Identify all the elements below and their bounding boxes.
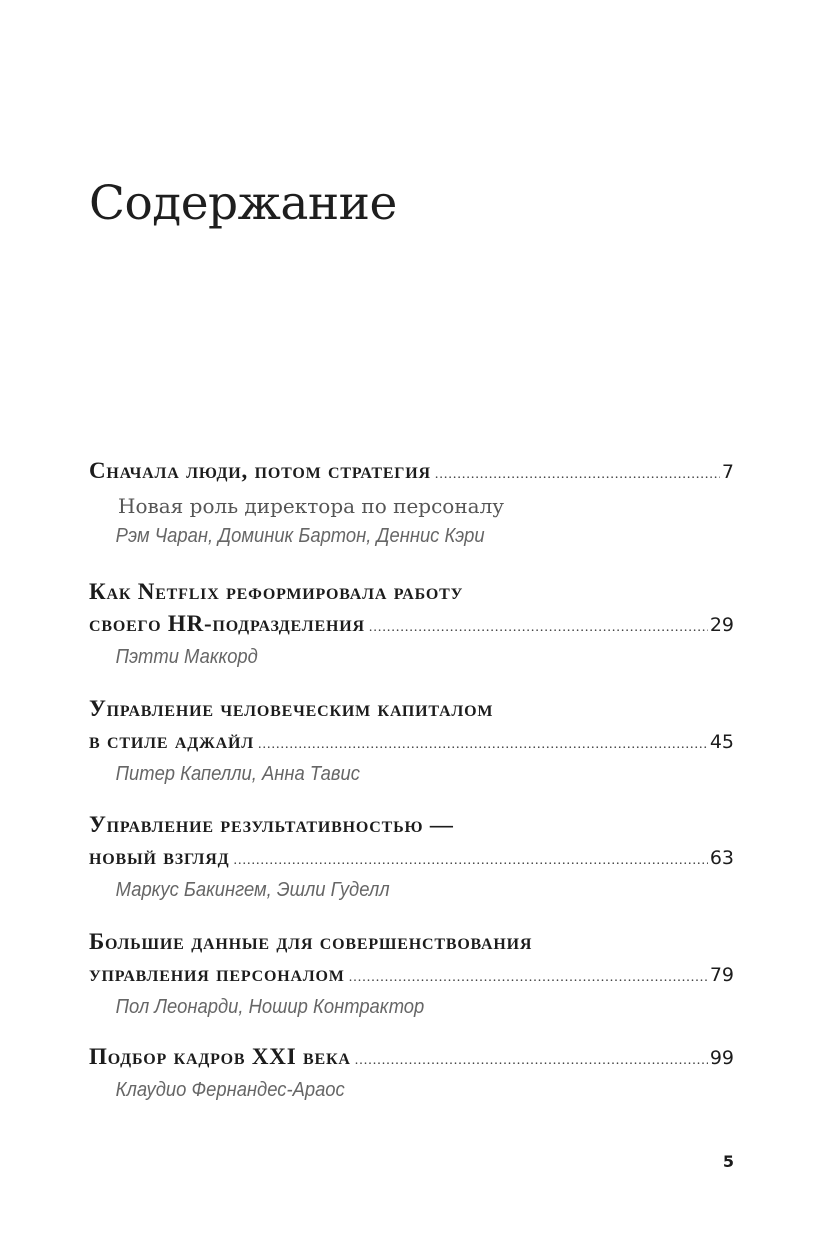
toc-entry-title-line	[89, 844, 734, 876]
page-title: Содержание	[89, 176, 397, 231]
toc-entry-authors: Маркус Бакингем, Эшли Гуделл	[115, 879, 390, 901]
toc-page-number: 7	[721, 461, 734, 483]
toc-page-number: 79	[709, 964, 734, 986]
page-number: 5	[722, 1152, 734, 1171]
toc-entry-title-line	[89, 458, 734, 490]
toc-entry-title: Как Netflix реформировала работу	[89, 579, 464, 604]
toc-entry-title: Подбор кадров XXI века	[89, 1044, 351, 1069]
dot-leader	[349, 970, 708, 986]
toc-entry-title-line	[89, 1044, 734, 1076]
dot-leader	[258, 737, 708, 753]
toc-entry-authors: Питер Капелли, Анна Тавис	[115, 763, 360, 785]
toc-page-number: 45	[709, 731, 734, 753]
toc-page-number: 29	[709, 614, 734, 636]
toc-page-number: 99	[709, 1047, 734, 1069]
toc-entry-title: Сначала люди, потом стратегия	[89, 458, 431, 483]
toc-entry-title: Управление результативностью —	[89, 812, 454, 837]
dot-leader	[233, 853, 707, 869]
toc-entry-title-line	[89, 728, 734, 760]
toc-entry-title: новый взгляд	[89, 844, 230, 869]
dot-leader	[355, 1053, 708, 1069]
toc-entry-authors: Рэм Чаран, Доминик Бартон, Деннис Кэри	[115, 525, 485, 547]
dot-leader	[369, 620, 708, 636]
toc-entry-authors: Клаудио Фернандес-Араос	[115, 1079, 345, 1101]
toc-entry-title: в стиле аджайл	[89, 728, 254, 753]
toc-entry-authors: Пэтти Маккорд	[115, 646, 258, 668]
dot-leader	[435, 467, 720, 483]
toc-entry-title: Большие данные для совершенствования	[89, 929, 533, 954]
toc-entry-title-line	[89, 961, 734, 993]
toc-entry-title-line	[89, 611, 734, 643]
toc-entry-title: своего HR-подразделения	[89, 611, 365, 636]
toc-entry[interactable]	[89, 458, 734, 550]
toc-entry[interactable]	[89, 696, 734, 788]
toc-entry-authors: Пол Леонарди, Ношир Контрактор	[115, 996, 425, 1018]
toc-entry-title-line	[89, 696, 734, 728]
toc-entry-title-line	[89, 812, 734, 844]
toc-entry-subtitle: Новая роль директора по персоналу	[118, 494, 505, 518]
toc-entry[interactable]	[89, 929, 734, 1021]
toc-entry-title-line	[89, 579, 734, 611]
toc-entry[interactable]	[89, 1044, 734, 1104]
toc-page-number: 63	[709, 847, 734, 869]
toc-entry[interactable]	[89, 579, 734, 671]
toc-entry-title-line	[89, 929, 734, 961]
toc-entry-title: управления персоналом	[89, 961, 345, 986]
toc-entry[interactable]	[89, 812, 734, 904]
toc-entry-title: Управление человеческим капиталом	[89, 696, 494, 721]
